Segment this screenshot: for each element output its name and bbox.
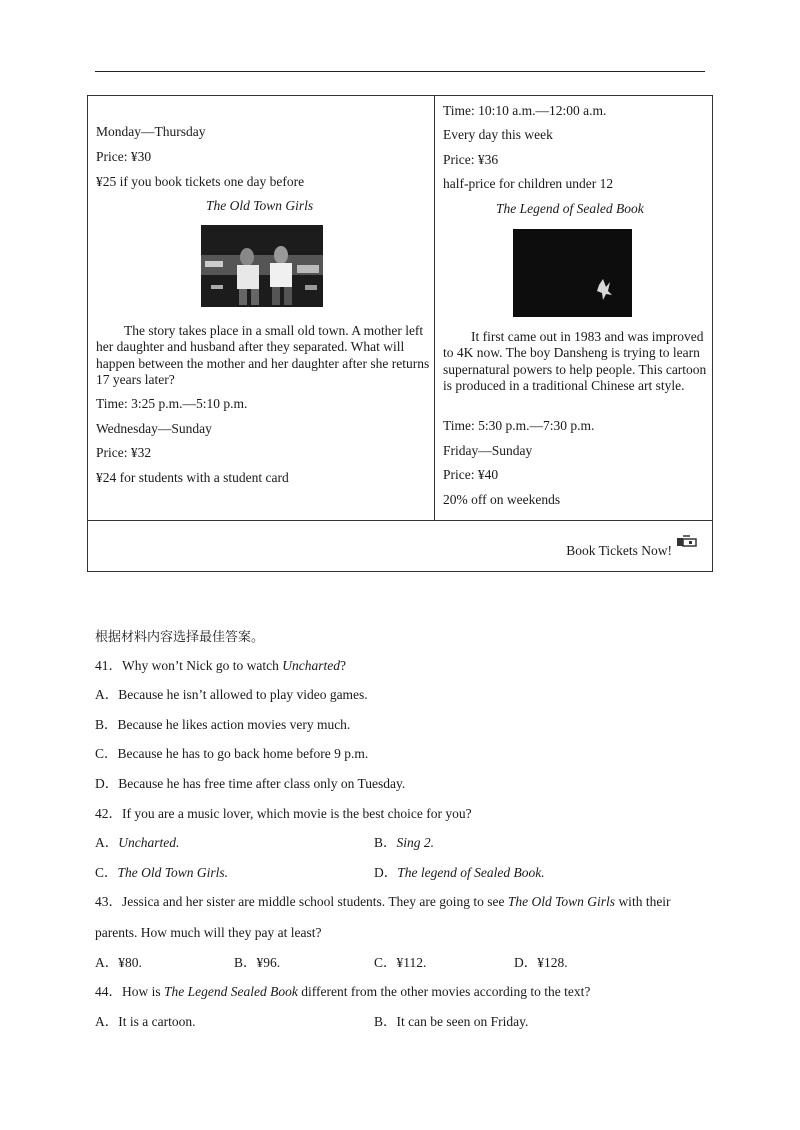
price: Price: ¥36 — [443, 152, 499, 167]
schedule-days: Monday—Thursday — [96, 124, 206, 139]
q42-option-d[interactable]: D．The legend of Sealed Book. — [374, 865, 545, 880]
instruction: 根据材料内容选择最佳答案。 — [95, 630, 265, 645]
q41-option-d[interactable]: D．Because he has free time after class only on Tuesday. — [95, 776, 406, 791]
q42-option-a[interactable]: A．Uncharted. — [95, 835, 180, 850]
q41-option-c[interactable]: C．Because he has to go back home before 9 p.m. — [95, 746, 369, 761]
price: Price: ¥40 — [443, 467, 499, 482]
discount: 20% off on weekends — [443, 492, 561, 507]
q43-option-d[interactable]: D．¥128. — [514, 955, 568, 970]
movie-cell-old-town-girls — [88, 96, 435, 520]
movie-description: It first came out in 1983 and was improved to 4K now. The boy Dansheng is trying to learn supernatural powers to help people. This cartoon is produced in a traditional Chinese art style. — [443, 329, 707, 393]
schedule-days: Friday—Sunday — [443, 443, 533, 458]
movie-still-image — [513, 229, 632, 317]
pointing-hand-icon — [676, 534, 698, 548]
q43-option-c[interactable]: C．¥112. — [374, 955, 427, 970]
q44-option-b[interactable]: B．It can be seen on Friday. — [374, 1014, 529, 1029]
schedule-days: Every day this week — [443, 127, 553, 142]
movie-ad-table — [87, 95, 713, 572]
q42-option-c[interactable]: C．The Old Town Girls. — [95, 865, 229, 880]
book-tickets-link[interactable]: Book Tickets Now! — [566, 543, 672, 558]
price: Price: ¥30 — [96, 149, 152, 164]
q41-option-a[interactable]: A．Because he isn’t allowed to play video games. — [95, 687, 368, 702]
showtime: Time: 3:25 p.m.—5:10 p.m. — [96, 396, 248, 411]
showtime: Time: 5:30 p.m.—7:30 p.m. — [443, 418, 595, 433]
q44-option-a[interactable]: A．It is a cartoon. — [95, 1014, 196, 1029]
movie-title: The Legend of Sealed Book — [496, 201, 644, 216]
movie-description: The story takes place in a small old town. A mother left her daughter and husband after they separated. What will happen between the mother and her daughter after she returns 17 years later? — [96, 323, 430, 387]
showtime: Time: 10:10 a.m.—12:00 a.m. — [443, 103, 607, 118]
question-43: 43．Jessica and her sister are middle school students. They are going to see The Old Town Girls with their — [95, 894, 671, 909]
discount: ¥24 for students with a student card — [96, 470, 289, 485]
q43-option-b[interactable]: B．¥96. — [234, 955, 281, 970]
question-41: 41．Why won’t Nick go to watch Uncharted? — [95, 658, 346, 673]
schedule-days: Wednesday—Sunday — [96, 421, 212, 436]
q41-option-b[interactable]: B．Because he likes action movies very much. — [95, 717, 351, 732]
booking-row — [88, 520, 712, 572]
question-43-line2: parents. How much will they pay at least? — [95, 925, 322, 940]
question-42: 42．If you are a music lover, which movie is the best choice for you? — [95, 806, 472, 821]
movie-title: The Old Town Girls — [206, 198, 314, 213]
price: Price: ¥32 — [96, 445, 152, 460]
header-rule — [95, 71, 705, 72]
question-44: 44．How is The Legend Sealed Book different from the other movies according to the text? — [95, 984, 591, 999]
movie-cell-legend-of-sealed-book — [435, 96, 712, 520]
q42-option-b[interactable]: B．Sing 2. — [374, 835, 435, 850]
discount: ¥25 if you book tickets one day before — [96, 174, 305, 189]
q43-option-a[interactable]: A．¥80. — [95, 955, 142, 970]
movie-still-image — [201, 225, 323, 307]
discount: half-price for children under 12 — [443, 176, 614, 191]
